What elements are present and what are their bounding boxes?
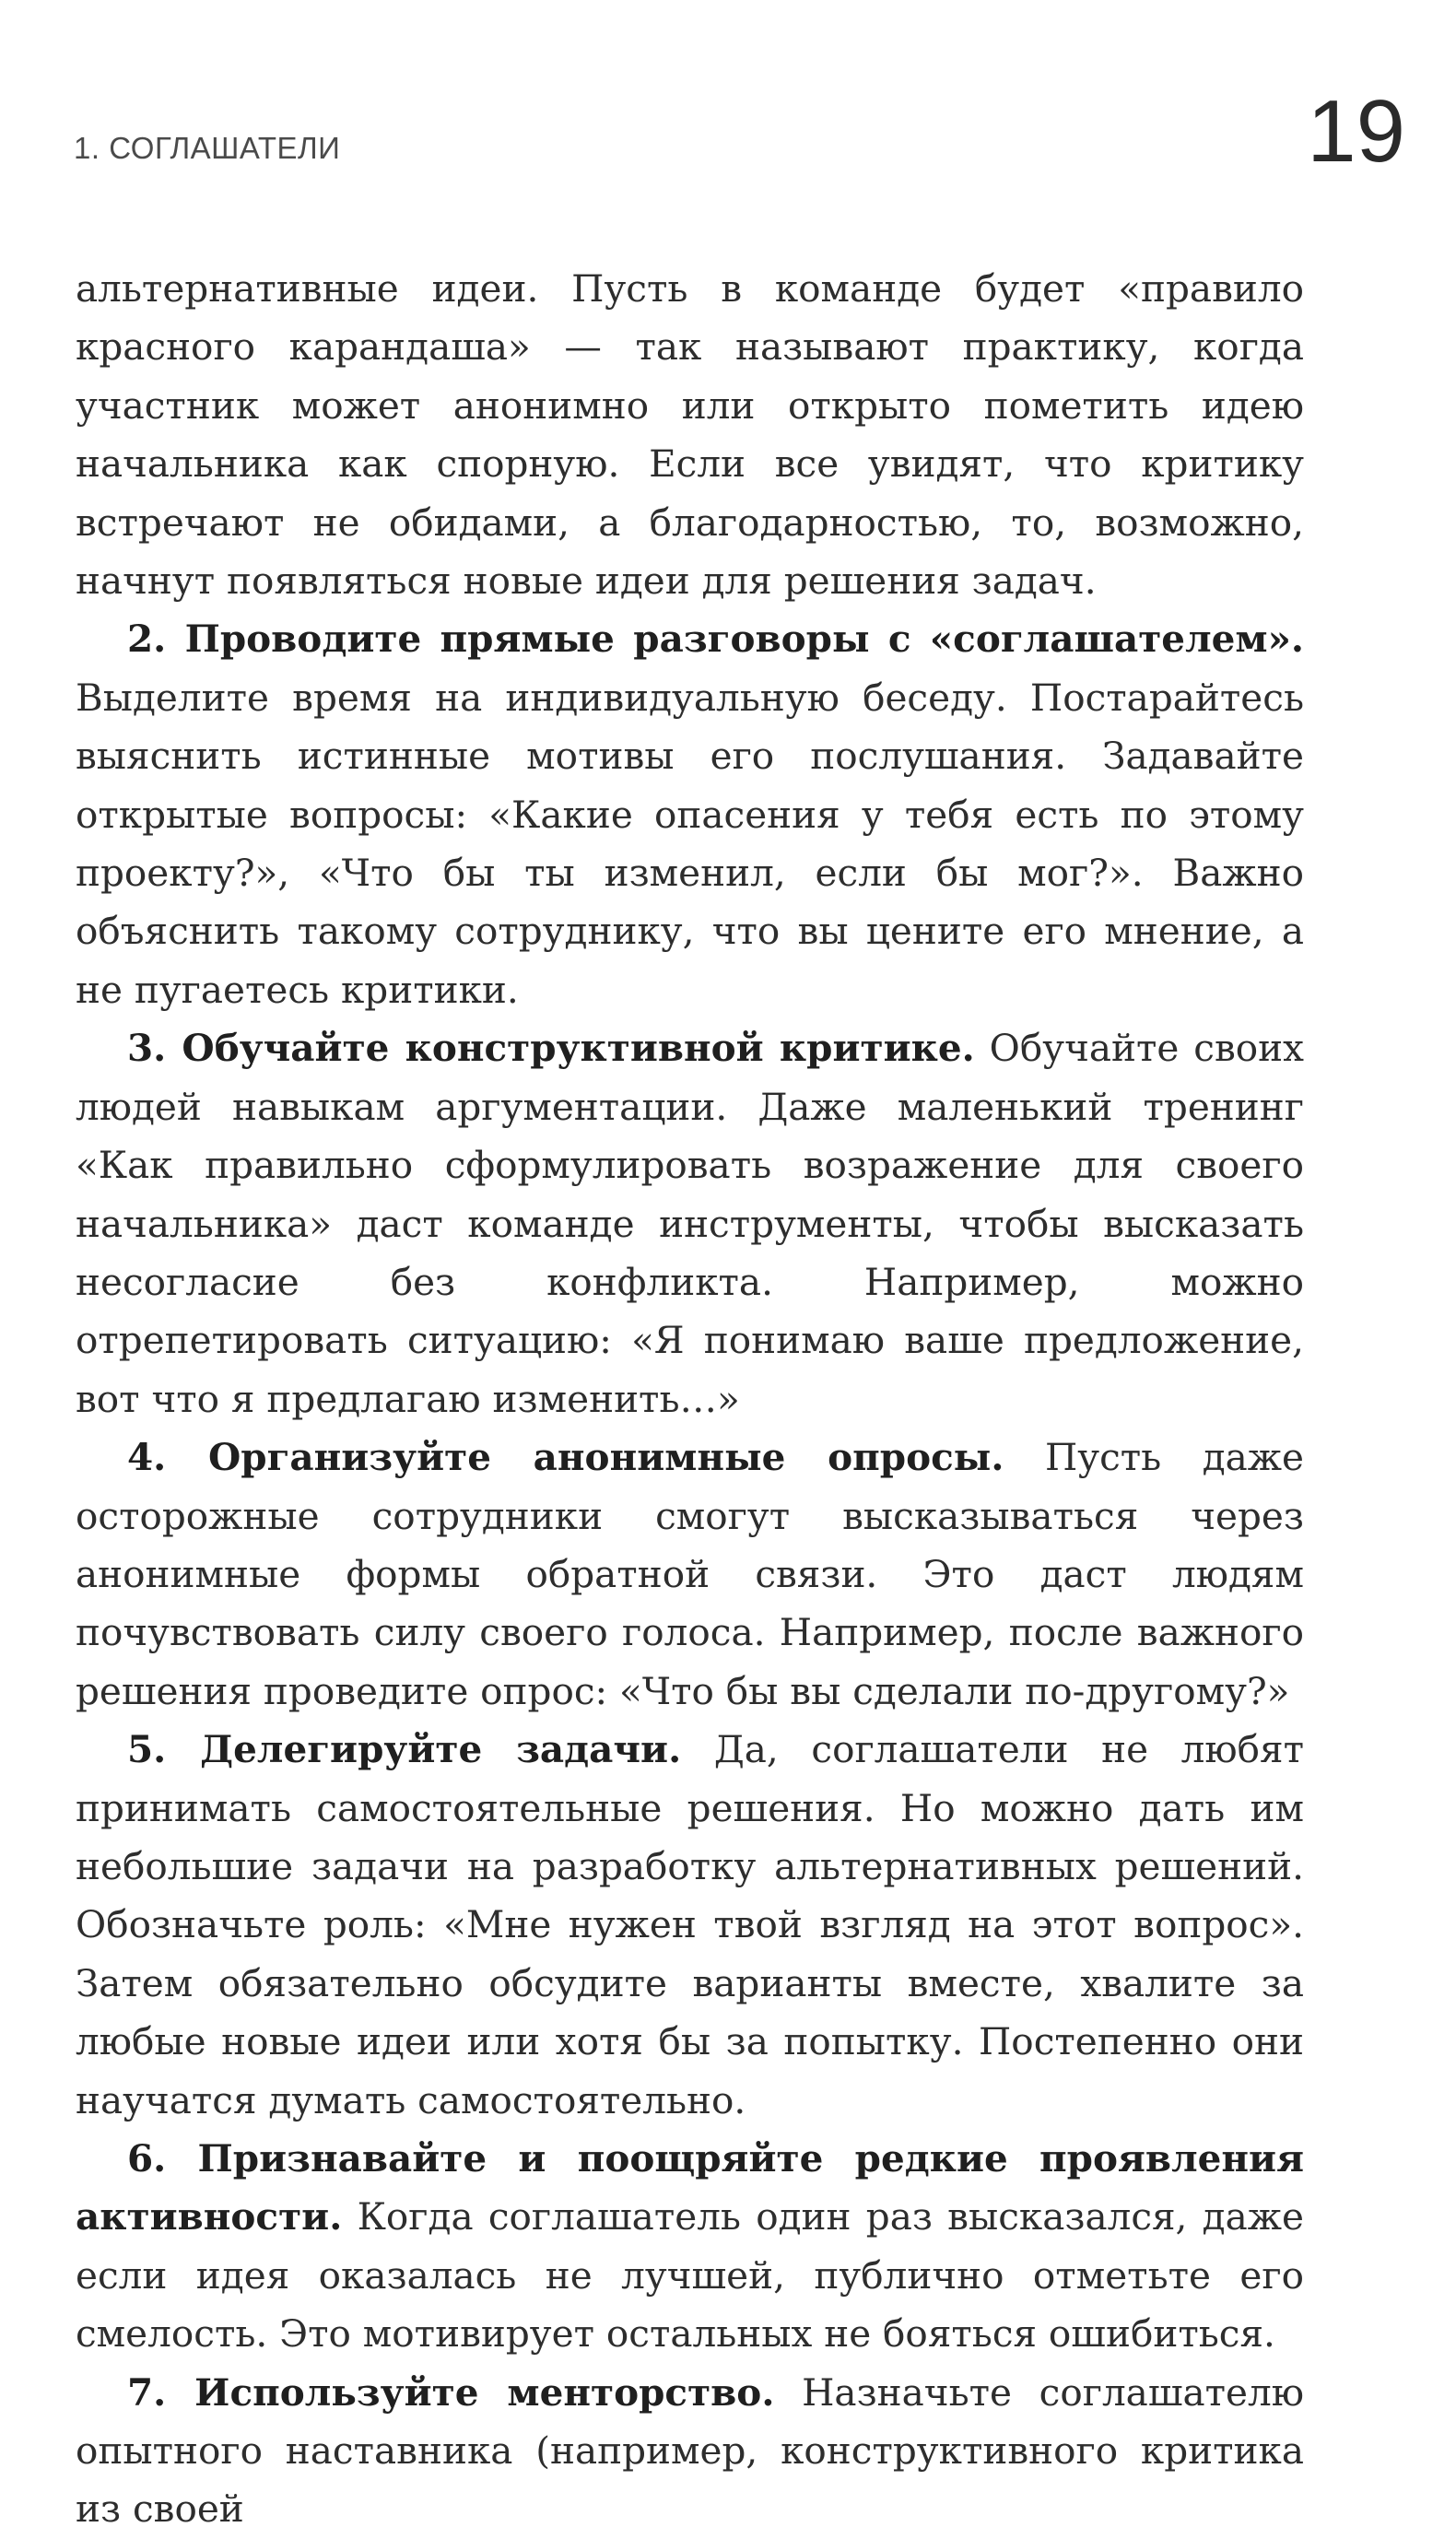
paragraph-text: альтернативные идеи. Пусть в команде будет «правило красного карандаша» — так называют практику, когда участник может анонимно или открыто пометить идею начальника как спорную. Если все увидят, что критику встречают не обидами, а благодарностью, то, возможно, начнут появляться новые идеи для решения задач. xyxy=(76,266,1304,604)
paragraph-lead: 3. Обучайте конструктивной критике. xyxy=(127,1026,975,1071)
paragraph-continuation xyxy=(76,260,1304,610)
paragraph-lead: 5. Делегируйте задачи. xyxy=(127,1727,682,1772)
paragraph-lead: 4. Организуйте анонимные опросы. xyxy=(127,1435,1004,1480)
list-paragraph-5 xyxy=(76,1721,1304,2130)
paragraph-lead: 2. Проводите прямые разговоры с «соглашателем». xyxy=(127,617,1304,662)
body-text xyxy=(76,260,1304,2539)
chapter-running-head: 1. СОГЛАШАТЕЛИ xyxy=(74,131,341,165)
paragraph-text: Пусть даже осторожные сотрудники смогут высказываться через анонимные формы обратной связи. Это даст людям почувствовать силу своего голоса. Например, после важного решения проведите опрос: «Что бы вы сделали по-другому?» xyxy=(76,1435,1304,1713)
paragraph-lead: 6. Признавайте и поощряйте редкие проявления активности. xyxy=(76,2136,1304,2239)
paragraph-lead: 7. Используйте менторство. xyxy=(127,2369,775,2415)
list-paragraph-3 xyxy=(76,1019,1304,1428)
paragraph-text: Обучайте своих людей навыкам аргументации. Даже маленький тренинг «Как правильно сформулировать возражение для своего начальника» даст команде инструменты, чтобы высказать несогласие без конфликта. Например, можно отрепетировать ситуацию: «Я понимаю ваше предложение, вот что я предлагаю изменить…» xyxy=(76,1026,1304,1421)
paragraph-text: Выделите время на индивидуальную беседу. Постарайтесь выяснить истинные мотивы его послушания. Задавайте открытые вопросы: «Какие опасения у тебя есть по этому проекту?», «Что бы ты изменил, если бы мог?». Важно объяснить такому сотруднику, что вы цените его мнение, а не пугаетесь критики. xyxy=(76,675,1304,1012)
list-paragraph-2 xyxy=(76,610,1304,1019)
paragraph-text: Да, соглашатели не любят принимать самостоятельные решения. Но можно дать им небольшие задачи на разработку альтернативных решений. Обозначьте роль: «Мне нужен твой взгляд на этот вопрос». Затем обязательно обсудите варианты вместе, хвалите за любые новые идеи или хотя бы за попытку. Постепенно они научатся думать самостоятельно. xyxy=(76,1727,1304,2122)
paragraph-text: Когда соглашатель один раз высказался, даже если идея оказалась не лучшей, публично отметьте его смелость. Это мотивирует остальных не бояться ошибиться. xyxy=(76,2194,1304,2357)
page-number: 19 xyxy=(1307,82,1405,181)
list-paragraph-6 xyxy=(76,2130,1304,2364)
paragraph-text: Назначьте соглашателю опытного наставника (например, конструктивного критика из своей xyxy=(76,2369,1304,2532)
list-paragraph-4 xyxy=(76,1428,1304,1721)
